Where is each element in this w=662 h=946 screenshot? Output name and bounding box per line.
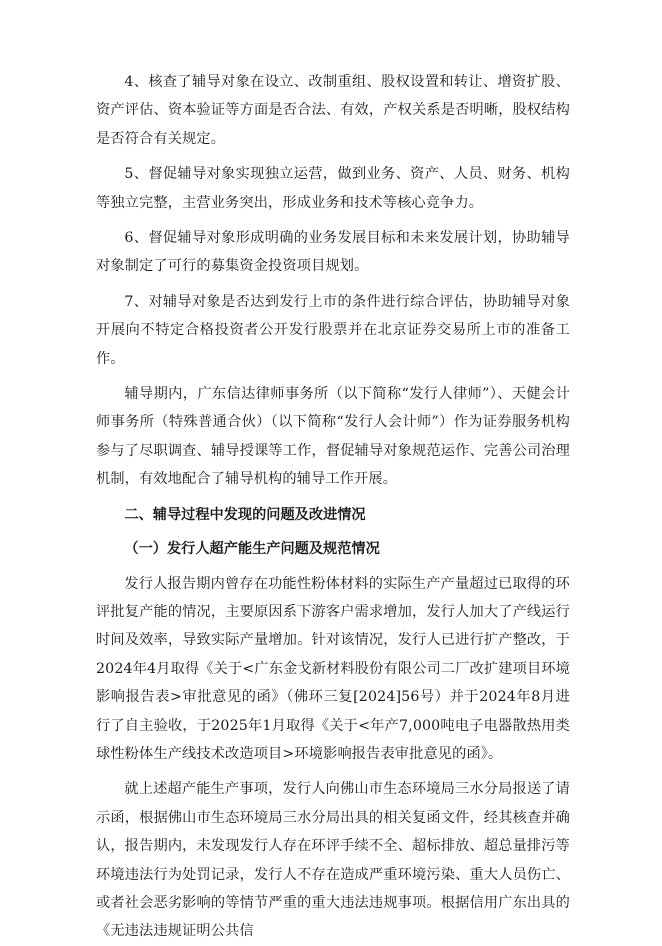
paragraph-item-6: 6、督促辅导对象形成明确的业务发展目标和未来发展计划，协助辅导对象制定了可行的募集资金投资项目规划。 [96, 230, 570, 275]
paragraph-item-4: 4、核查了辅导对象在设立、改制重组、股权设置和转让、增资扩股、资产评估、资本验证等方面是否合法、有效，产权关系是否明晰，股权结构是否符合有关规定。 [96, 74, 570, 147]
document-body [96, 68, 570, 946]
paragraph-item-5: 5、督促辅导对象实现独立运营，做到业务、资产、人员、财务、机构等独立完整，主营业务突出，形成业务和技术等核心竞争力。 [96, 166, 570, 211]
paragraph-overcapacity: 发行人报告期内曾存在功能性粉体材料的实际生产产量超过已取得的环评批复产能的情况，主要原因系下游客户需求增加，发行人加大了产线运行时间及效率，导致实际产量增加。针对该情况，发行人已进行扩产整改，于2024年4月取得《关于<广东金戈新材料股份有限公司二厂改扩建项目环境影响报告表>审批意见的函》（佛环三复[2024]56号）并于2024年8月进行了自主验收，于2025年1月取得《关于<年产7,000吨电子电器散热用类球性粉体生产线技术改造项目>环境影响报告表审批意见的函》。 [96, 575, 570, 762]
paragraph-followup: 就上述超产能生产事项，发行人向佛山市生态环境局三水分局报送了请示函，根据佛山市生态环境局三水分局出具的相关复函文件，经其核查并确认，报告期内，未发现发行人存在环评手续不全、超标排放、超总量排污等环境违法行为处罚记录，发行人不存在造成严重环境污染、重大人员伤亡、或者社会恶劣影响的等情节严重的重大违法违规事项。根据信用广东出具的《无违法违规证明公共信 [96, 781, 570, 940]
subsection-heading-1: （一）发行人超产能生产问题及规范情况 [124, 541, 380, 558]
paragraph-intermediaries: 辅导期内，广东信达律师事务所（以下简称“发行人律师”）、天健会计师事务所（特殊普通合伙）（以下简称“发行人会计师”）作为证券服务机构参与了尽职调查、辅导授课等工作，督促辅导对象规范运作、完善公司治理机制，有效地配合了辅导机构的辅导工作开展。 [96, 386, 570, 488]
section-heading-2: 二、辅导过程中发现的问题及改进情况 [124, 506, 366, 523]
paragraph-item-7: 7、对辅导对象是否达到发行上市的条件进行综合评估，协助辅导对象开展向不特定合格投资者公开发行股票并在北京证券交易所上市的准备工作。 [96, 293, 570, 367]
